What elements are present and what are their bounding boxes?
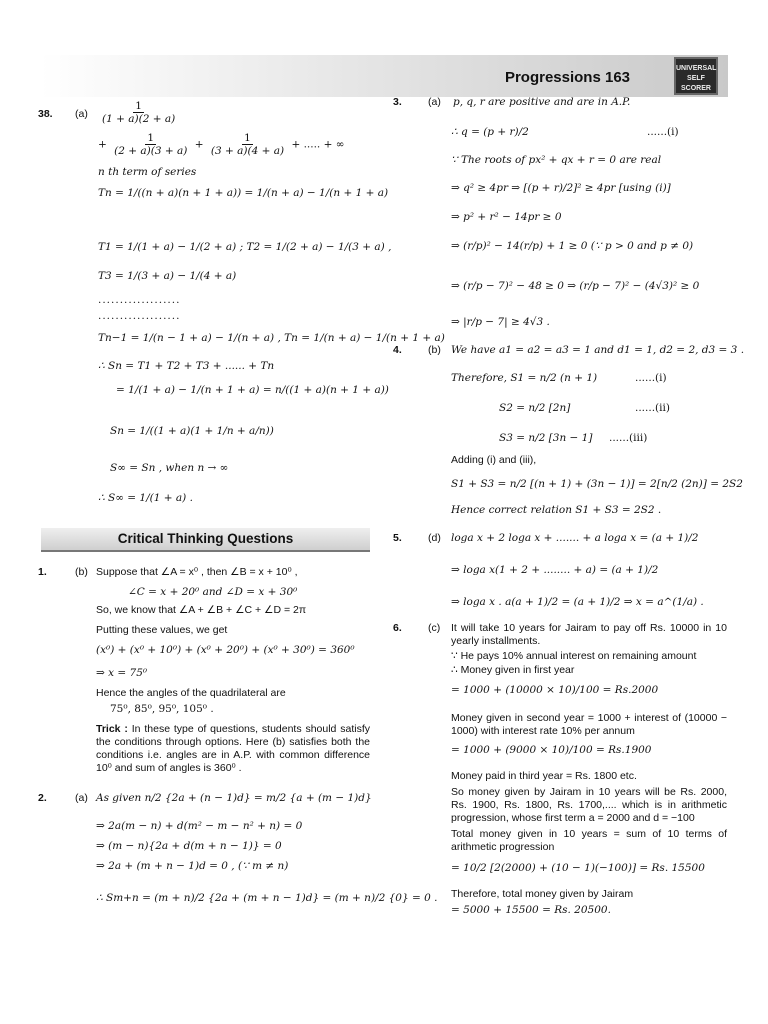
equation: ⇒ (m − n){2a + d(m + n − 1)} = 0 [96, 840, 282, 852]
equation: ⇒ x = 75⁰ [96, 667, 148, 679]
equation-ref: ......(iii) [609, 432, 648, 444]
trick-paragraph: Trick : In these type of questions, students should satisfy the conditions through options. Here (b) satisfies both the conditions i.e. angles are in A.P. with common difference 10⁰ and sum of angles is 360⁰ . [96, 723, 370, 774]
text-line: Hence correct relation S1 + S3 = 2S2 . [451, 504, 662, 516]
equation: Tn = 1/((n + a)(n + 1 + a)) = 1/(n + a) − 1/(n + 1 + a) [98, 187, 389, 199]
equation: S1 + S3 = n/2 [(n + 1) + (3n − 1)] = 2[n/2 (2n)] = 2S2 [451, 478, 743, 490]
question-number: 6. [393, 622, 402, 634]
equation: ∴ Sn = T1 + T2 + T3 + ...... + Tn [98, 360, 275, 372]
text-line: Suppose that ∠A = x⁰ , then ∠B = x + 10⁰ , [96, 566, 298, 578]
equation: ⇒ (r/p)² − 14(r/p) + 1 ≥ 0 (∵ p > 0 and p ≠ 0) [451, 240, 694, 252]
equation: loga x + 2 loga x + ....... + a loga x = (a + 1)/2 [451, 532, 699, 544]
equation: S3 = n/2 [3n − 1] [499, 432, 593, 444]
equation: ∴ q = (p + r)/2 [451, 126, 529, 138]
equation: ⇒ p² + r² − 14pr ≥ 0 [451, 211, 562, 223]
question-number: 1. [38, 566, 47, 578]
text-line: So money given by Jairam in 10 years will be Rs. 2000, Rs. 1900, Rs. 1800, Rs. 1700,.... which is in arithmetic progression, whose first term a = 2000 and d = −100 [451, 786, 727, 824]
text-line: n th term of series [98, 166, 197, 178]
equation: T3 = 1/(3 + a) − 1/(4 + a) [98, 270, 237, 282]
text-line: Adding (i) and (iii), [451, 454, 537, 466]
equation: As given n/2 {2a + (n − 1)d} = m/2 {a + (m − 1)d} [96, 792, 372, 804]
left-column-lower [38, 564, 438, 924]
equation: = 1000 + (9000 × 10)/100 = Rs.1900 [451, 744, 652, 756]
question-number: 3. [393, 96, 402, 108]
equation: ⇒ 2a(m − n) + d(m² − m − n² + n) = 0 [96, 820, 303, 832]
text-line: Therefore, total money given by Jairam [451, 888, 634, 900]
answer-option: (b) [75, 566, 88, 578]
equation: = 5000 + 15500 = Rs. 20500. [451, 904, 611, 916]
equation: Tn−1 = 1/(n − 1 + a) − 1/(n + a) , Tn = 1/(n + a) − 1/(n + 1 + a) [98, 332, 445, 344]
section-header [41, 528, 370, 552]
publisher-logo: UNIVERSAL SELF SCORER [674, 57, 718, 95]
text-line: ∴ Money given in first year [451, 664, 575, 676]
equation: 75⁰, 85⁰, 95⁰, 105⁰ . [110, 703, 214, 715]
text-line: So, we know that ∠A + ∠B + ∠C + ∠D = 2π [96, 604, 307, 616]
section-title: Critical Thinking Questions [117, 531, 294, 546]
equation: S∞ = Sn , when n → ∞ [110, 462, 229, 474]
question-number: 5. [393, 532, 402, 544]
text-line: Total money given in 10 years = sum of 10 terms of arithmetic progression [451, 828, 727, 853]
question-number: 2. [38, 792, 47, 804]
text-line: It will take 10 years for Jairam to pay off Rs. 10000 in 10 yearly installments. [451, 622, 727, 647]
equation: S2 = n/2 [2n] [499, 402, 571, 414]
equation: ⇒ 2a + (m + n − 1)d = 0 , (∵ m ≠ n) [96, 860, 289, 872]
equation: $\frac{1}{(1 + a)(2 + a)}$ [102, 100, 176, 125]
equation-ref: ......(ii) [635, 402, 670, 414]
question-number: 38. [38, 108, 53, 120]
page-title: Progressions 163 [504, 69, 630, 86]
equation: Sn = 1/((1 + a)(1 + 1/n + a/n)) [110, 425, 274, 437]
equation: ∴ S∞ = 1/(1 + a) . [98, 492, 193, 504]
page-header [40, 55, 728, 97]
answer-option: (a) [428, 96, 441, 108]
text-line: ∵ The roots of px² + qx + r = 0 are real [451, 154, 662, 166]
equation-ref: ......(i) [635, 372, 667, 384]
trick-label: Trick : [96, 723, 128, 735]
answer-option: (d) [428, 532, 441, 544]
equation: ⇒ loga x . a(a + 1)/2 = (a + 1)/2 ⇒ x = a^(1/a) . [451, 596, 704, 608]
text-line: Putting these values, we get [96, 624, 228, 636]
answer-option: (b) [428, 344, 441, 356]
question-number: 4. [393, 344, 402, 356]
text-line: ∵ He pays 10% annual interest on remaining amount [451, 650, 697, 662]
text-line: p, q, r are positive and are in A.P. [453, 96, 631, 108]
equation: ⇒ (r/p − 7)² − 48 ≥ 0 ⇒ (r/p − 7)² − (4√3)² ≥ 0 [451, 280, 700, 292]
equation: ∠C = x + 20⁰ and ∠D = x + 30⁰ [128, 586, 298, 598]
equation: = 10/2 [2(2000) + (10 − 1)(−100)] = Rs. 15500 [451, 862, 705, 874]
text-line: Hence the angles of the quadrilateral are [96, 687, 286, 699]
equation: Therefore, S1 = n/2 (n + 1) [451, 372, 598, 384]
equation: ⇒ |r/p − 7| ≥ 4√3 . [451, 316, 550, 328]
equation: ⇒ loga x(1 + 2 + ........ + a) = (a + 1)/2 [451, 564, 659, 576]
answer-option: (c) [428, 622, 441, 634]
text-line: Money paid in third year = Rs. 1800 etc. [451, 770, 637, 782]
equation: T1 = 1/(1 + a) − 1/(2 + a) ; T2 = 1/(2 + a) − 1/(3 + a) , [98, 241, 392, 253]
equation: = 1000 + (10000 × 10)/100 = Rs.2000 [451, 684, 659, 696]
answer-option: (a) [75, 108, 88, 120]
text-line: Money given in second year = 1000 + interest of (10000 − 1000) with interest rate 10% per annum [451, 712, 727, 737]
equation: (x⁰) + (x⁰ + 10⁰) + (x⁰ + 20⁰) + (x⁰ + 30⁰) = 360⁰ [96, 644, 355, 656]
answer-option: (a) [75, 792, 88, 804]
equation: ∴ Sm+n = (m + n)/2 {2a + (m + n − 1)d} = (m + n)/2 {0} = 0 . [96, 892, 438, 904]
equation: + $\frac{1}{(2 + a)(3 + a)}$ + $\frac{1}{(3 + a)(4 + a)}$ + ..... + ∞ [98, 132, 345, 157]
equation-ref: ......(i) [647, 126, 679, 138]
equation: = 1/(1 + a) − 1/(n + 1 + a) = n/((1 + a)(n + 1 + a)) [116, 384, 389, 396]
ellipsis-line: ................... [98, 310, 181, 322]
ellipsis-line: ................... [98, 294, 181, 306]
equation: ⇒ q² ≥ 4pr ⇒ [(p + r)/2]² ≥ 4pr [using (i)] [451, 182, 671, 194]
text-line: We have a1 = a2 = a3 = 1 and d1 = 1, d2 = 2, d3 = 3 . [451, 344, 745, 356]
